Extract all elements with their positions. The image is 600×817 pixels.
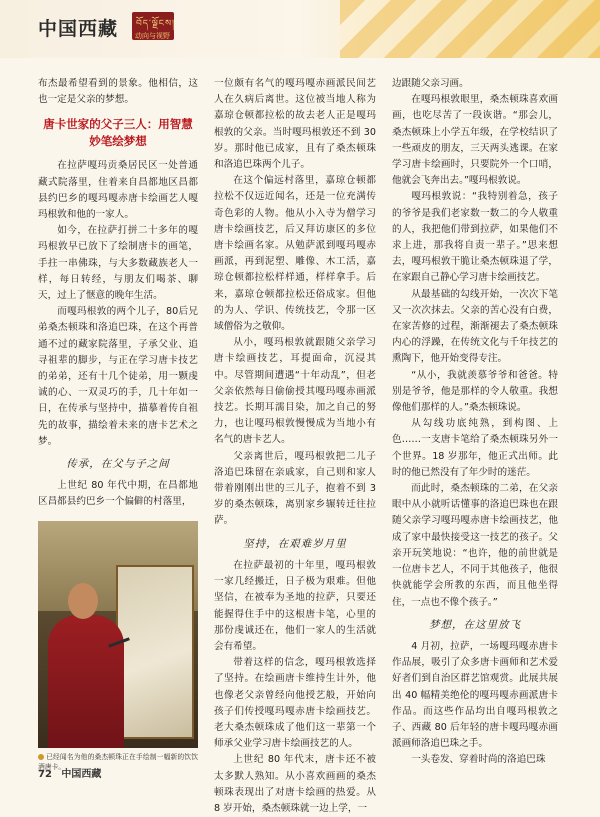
paragraph: 上世纪 80 年代末，唐卡还不被太多默人熟知。从小喜欢画画的桑杰顿珠表现出了对唐卡绘画的热爱。从 8 岁开始，桑杰顿珠就一边上学，一	[214, 754, 376, 814]
monk-painting-photo	[38, 521, 198, 748]
paragraph: 从最基础的勾线开始，一次次下笔又一次次抹去。父亲的苦心没有白费，在家苦修的过程，渐渐褪去了桑杰顿珠内心的浮躁，在传统文化与千年技艺的熏陶下，他开始变得专注。	[392, 288, 558, 365]
paragraph: 带着这样的信念，嘎玛根敦选择了坚持。在绘画唐卡维持生计外，他也像老父亲曾经向他授艺般，开始向孩子们传授嘎玛嘎赤唐卡绘画技艺。老大桑杰顿珠成了他们这一辈第一个师承父业学习唐卡绘画技艺的人。	[214, 657, 376, 750]
page-header	[0, 0, 600, 58]
paragraph: 边跟随父亲习画。	[392, 78, 469, 89]
column-1	[38, 76, 198, 772]
paragraph: 上世纪 80 年代中期，在昌都地区昌都县约巴乡一个偏僻的村落里，	[38, 480, 198, 508]
column-2	[214, 76, 376, 817]
paragraph: 在拉萨最初的十年里，嘎玛根敦一家几经搬迁，日子极为艰难。但他坚信，在被奉为圣地的拉萨，只要还能握得住手中的这根唐卡笔，心里的那份虔诚还在，他们一家人的生活就会有希望。	[214, 559, 376, 652]
column-3	[392, 76, 558, 769]
paragraph: “从小，我就羡慕爷爷和爸爸。特别是爷爷，他是那样的令人敬重。我想像他们那样的人。”桑杰顿珠说。	[392, 369, 558, 414]
paragraph: 一头卷发、穿着时尚的洛追巴珠	[411, 754, 546, 766]
photo-caption: 已经闻名为他的桑杰顿珠正在手绘制一幅新的饮饮酒唐卡。	[38, 752, 198, 771]
monk-figure	[48, 615, 124, 748]
header-decoration	[340, 0, 600, 58]
paragraph: 从勾线功底纯熟，到构图、上色……一支唐卡笔给了桑杰顿珠另外一个世界。18 岁那年，他正式出师。此时的他已然没有了年少时的迷茫。	[392, 418, 558, 478]
paragraph: 而此时，桑杰顿珠的二弟，在父亲眼中从小就听话懂事的洛追巴珠也在跟随父亲学习嘎玛嘎赤唐卡绘画技艺，他成了家中最快接受这一技艺的孩子。父亲开玩笑地说：“也许，他的前世就是一位唐卡艺人，不同于其他孩子，他很快就能学会所教的东西，而且他坐得住，一点也不像个孩子。”	[392, 483, 558, 608]
subheading: 传承，在父与子之间	[66, 458, 170, 471]
section-heading: 唐卡世家的父子三人：用智慧妙笔绘梦想	[43, 117, 193, 149]
logo-tibetan-text: བོད་ལྗོངས།	[136, 19, 176, 29]
paragraph: 在这个偏远村落里，嘉琼仓顿都拉松不仅远近闻名，还是一位充满传奇色彩的人物。他从小入寺为僧学习唐卡绘画技艺，后又拜访康区的多位唐卡绘画名家。从勉萨派到嘎玛嘎赤画派，再到泥塑、雕像、木工活，嘉琼仓顿都拉松样样通，样样拿手。后来，嘉琼仓顿都拉松还俗成家。但他的为人、学识、传统技艺，令那一区域僧俗为之敬仰。	[214, 175, 376, 333]
paragraph: 在嘎玛根敦眼里，桑杰顿珠喜欢画画，也吃尽苦了一段诙谐。“那会儿，桑杰顿珠上小学五年级，在学校结识了一些顽皮的朋友，三天两头逃课。在家学习唐卡绘画时，只要院外一个口哨，他就会飞奔出去。”嘎玛根敦说。	[392, 94, 558, 187]
caption-bullet-icon	[38, 754, 44, 760]
paragraph: 4 月初，拉萨，一场嘎玛嘎赤唐卡作品展，吸引了众多唐卡画师和艺术爱好者们到自治区群艺馆观赏。此展共展出 40 幅精美绝伦的嘎玛嘎赤画派唐卡作品。而这些作品均出自嘎玛根敦之子、西藏 80 后年轻的唐卡嘎玛嘎赤画派画师洛追巴珠之手。	[392, 640, 558, 750]
paragraph: 布杰最希望看到的景象。他相信，这也一定是父亲的梦想。	[38, 78, 198, 106]
paragraph: 父亲离世后，嘎玛根敦把二儿子洛追巴珠留在亲戚家，自己则和家人带着刚刚出世的三儿子，抱着不到 3 岁的桑杰顿珠，离别家乡辗转迁往拉萨。	[214, 450, 376, 527]
magazine-logo: 中国西藏	[38, 18, 119, 40]
subheading: 坚持，在艰难岁月里	[243, 537, 347, 550]
page-footer	[38, 765, 107, 780]
paragraph: 一位颇有名气的嘎玛嘎赤画派民间艺人在久病后离世。这位被当地人称为嘉琼仓顿都拉松的故去老人正是嘎玛根敦的父亲。当时嘎玛根敦还不到 30 岁。那时他已成家，且有了桑杰顿珠和洛追巴珠两个儿子。	[214, 78, 376, 171]
thangka-canvas	[116, 565, 194, 739]
paragraph: 如今，在拉萨打拼二十多年的嘎玛根敦早已放下了绘制唐卡的画笔，手拄一串佛珠，与大多数藏族老人一样，每日转经，与朋友们喝茶、聊天，过上了惬意的晚年生活。	[38, 225, 198, 302]
footer-magazine-name: 中国西藏	[61, 769, 102, 780]
page-number: 72	[38, 769, 52, 780]
logo-subtitle: 动向与视野	[135, 32, 170, 40]
paragraph: 而嘎玛根敦的两个儿子，80后兄弟桑杰顿珠和洛追巴珠，在这个再普通不过的藏家院落里，子承父业、追寻祖辈的脚步，与正在学习唐卡技艺的弟弟，还有十几个徒弟，用一颗虔诚的心、一双灵巧的手，几十年如一日，在传承与坚持中，描摹着传自祖先的故事，描绘着未来的唐卡艺术之梦。	[38, 306, 198, 447]
subheading: 梦想，在这里放飞	[429, 618, 521, 631]
paragraph: 嘎玛根敦说：“我特别着急，孩子的爷爷是我们老家数一数二的今人敬重的人，我把他们带到拉萨，如果他们不求上进，那我将自责一辈子。”思来想去，嘎玛根敦干脆让桑杰顿珠退了学，在家跟自己静心学习唐卡绘画技艺。	[392, 191, 558, 284]
paragraph: 从小，嘎玛根敦就跟随父亲学习唐卡绘画技艺，耳提面命，沉浸其中。尽管期间遭遇“十年动乱”，但老父亲依然每日偷偷授其嘎玛嘎赤画派技艺。长期耳濡目染，加之自己的努力，也让嘎玛根敦慢慢成为当地小有名气的唐卡艺人。	[214, 337, 376, 446]
paragraph: 在拉萨嘎玛贡桑居民区一处普通藏式院落里，住着来自昌都地区昌都县约巴乡的嘎玛嘎赤唐卡绘画艺人嘎玛根敦和他的一家人。	[38, 160, 198, 221]
